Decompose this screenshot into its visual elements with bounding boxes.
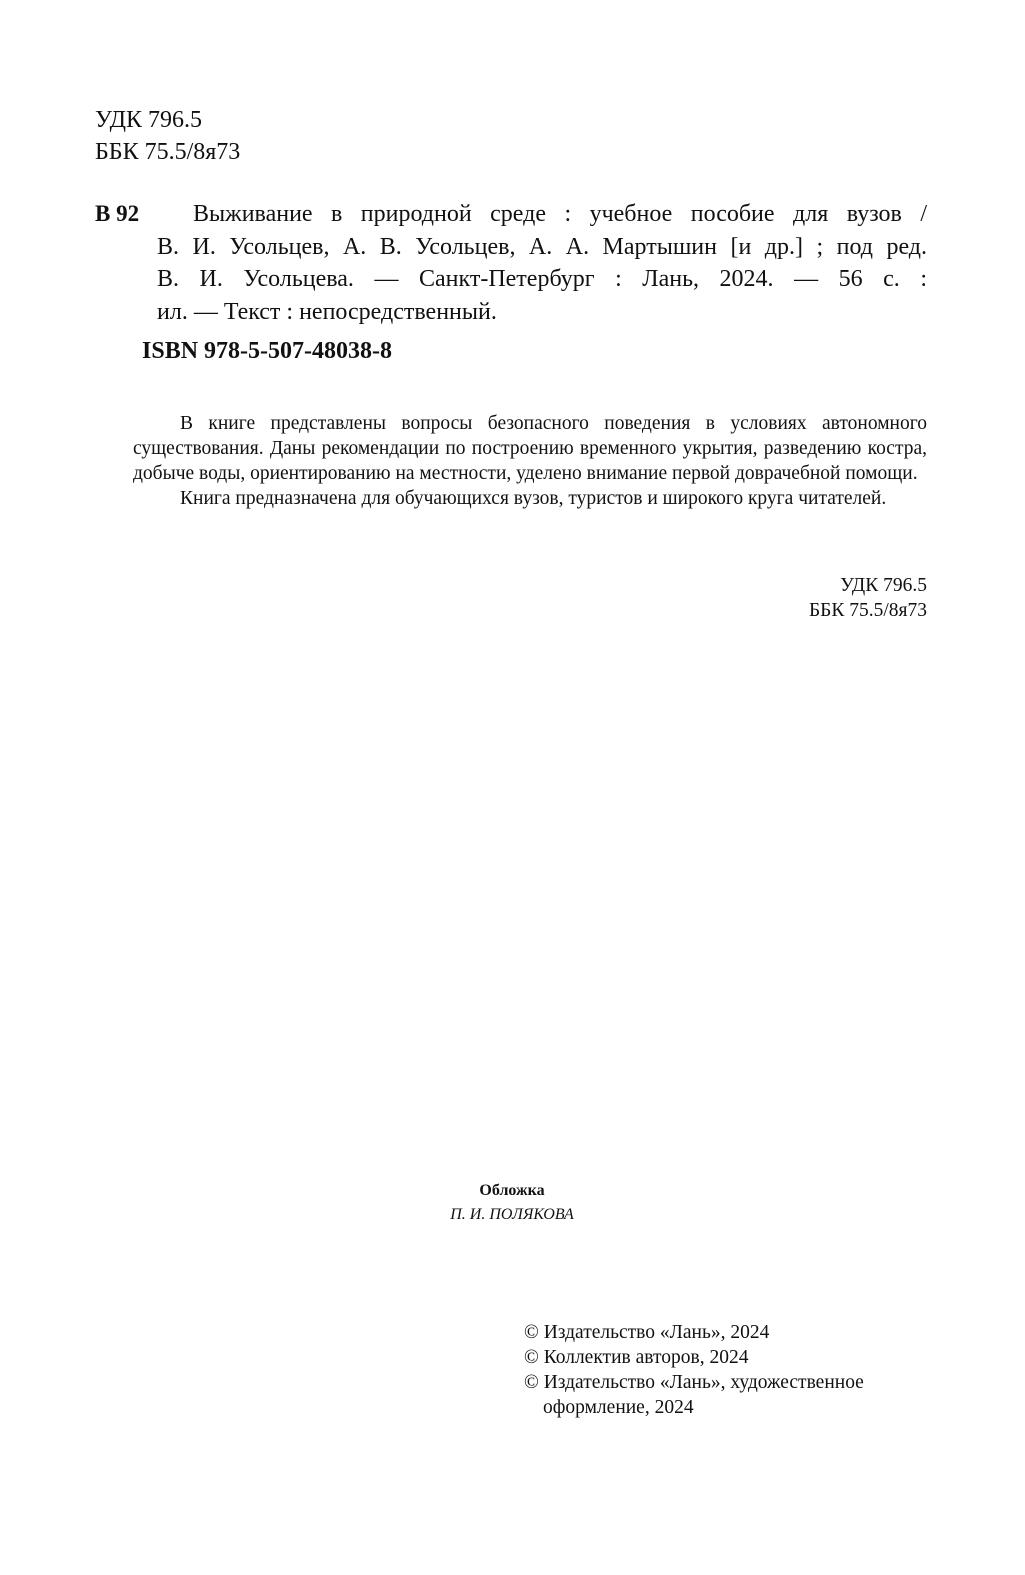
annotation [133,411,927,511]
biblio-line: В. И. Усольцева. — Санкт-Петербург : Лань, 2024. — 56 с. : [157,266,927,292]
udk-code: УДК 796.5 [95,107,202,133]
annotation-paragraph: В книге представлены вопросы безопасного поведения в условиях автономного существования. Даны рекомендации по построению временного укрытия, разведению костра, добыче воды, ориентированию на местности, уделено внимание первой доврачебной помощи. [133,413,927,484]
isbn: ISBN 978-5-507-48038-8 [142,338,392,364]
classification-codes-bottom [700,573,927,623]
copyright-line: оформление, 2024 [543,1397,694,1418]
copyright-notice [524,1320,924,1420]
cover-credit-label: Обложка [479,1182,545,1199]
copyright-line: © Коллектив авторов, 2024 [524,1347,749,1368]
biblio-line: ил. — Текст : непосредственный. [157,298,497,325]
copyright-line: © Издательство «Лань», 2024 [524,1322,770,1343]
bibliographic-description [157,198,927,328]
annotation-paragraph: Книга предназначена для обучающихся вузов, туристов и широкого круга читателей. [180,488,887,509]
bbk-code: ББК 75.5/8я73 [95,139,241,165]
biblio-line: В. И. Усольцев, А. В. Усольцев, А. А. Мартышин [и др.] ; под ред. [157,233,927,260]
cover-credit-name: П. И. ПОЛЯКОВА [450,1206,574,1223]
biblio-line: Выживание в природной среде : учебное пособие для вузов / [193,201,927,227]
author-mark: В 92 [95,201,140,226]
bibliographic-record [95,198,927,328]
udk-code: УДК 796.5 [840,575,927,596]
copyright-line: © Издательство «Лань», художественное [524,1372,864,1393]
cover-credit [312,1179,712,1227]
bbk-code: ББК 75.5/8я73 [808,600,927,621]
classification-codes-top [95,104,240,168]
